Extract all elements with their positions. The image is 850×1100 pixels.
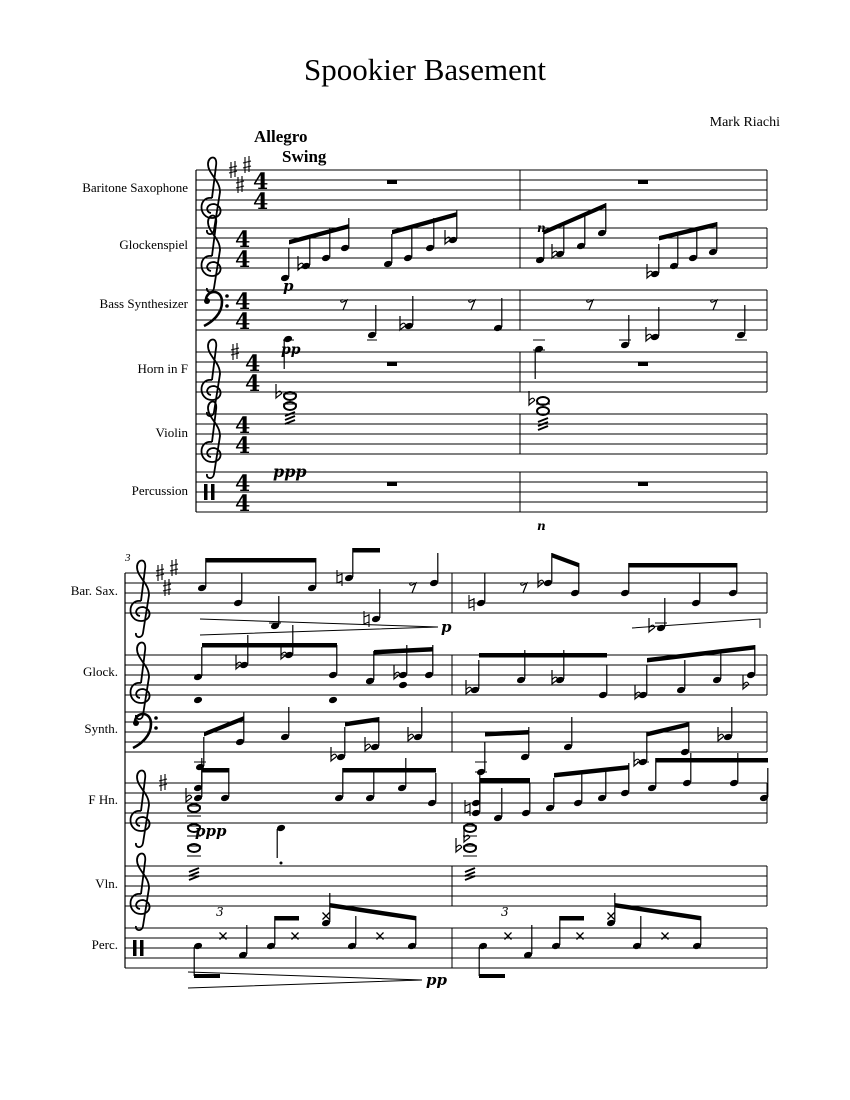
eighth-rest bbox=[711, 300, 717, 310]
diminuendo-hairpin bbox=[188, 972, 422, 988]
beam bbox=[656, 758, 768, 763]
time-signature-bottom: 4 bbox=[235, 247, 251, 273]
beam bbox=[345, 717, 379, 727]
dynamic-marking: n bbox=[537, 519, 546, 533]
bass-clef bbox=[204, 292, 229, 326]
flat bbox=[331, 747, 337, 761]
dynamic-marking: pp bbox=[281, 342, 301, 358]
time-signature-bottom: 4 bbox=[235, 491, 251, 517]
treble-clef bbox=[202, 216, 221, 293]
tuplet-number: 3 bbox=[216, 905, 224, 919]
beam bbox=[479, 653, 607, 658]
beam bbox=[374, 647, 433, 655]
flat bbox=[634, 752, 640, 766]
instrument-name-violin: Violin bbox=[155, 425, 188, 440]
time-signature-top: 4 bbox=[235, 471, 251, 497]
glock-note bbox=[328, 696, 338, 705]
time-signature-bottom: 4 bbox=[235, 433, 251, 459]
dynamic-marking: p bbox=[283, 277, 294, 295]
beam bbox=[554, 765, 629, 778]
tempo-marking: Allegro bbox=[254, 127, 308, 146]
flat bbox=[649, 618, 655, 632]
instrument-name-glockenspiel: Glockenspiel bbox=[119, 237, 188, 252]
diminuendo-hairpin bbox=[200, 619, 438, 635]
instrument-name-horn: Horn in F bbox=[137, 361, 188, 376]
instrument-short-violin: Vln. bbox=[95, 876, 118, 891]
instrument-short-bass-synth: Synth. bbox=[84, 721, 118, 736]
flat bbox=[529, 391, 535, 405]
dynamic-marking: ppp bbox=[195, 822, 227, 840]
natural bbox=[465, 800, 470, 816]
beam bbox=[647, 645, 755, 663]
violin-note bbox=[188, 804, 200, 812]
whole-rest bbox=[387, 362, 397, 366]
beam bbox=[552, 553, 579, 568]
violin-note bbox=[464, 844, 476, 852]
beam bbox=[289, 224, 349, 245]
beam bbox=[629, 563, 737, 568]
whole-rest bbox=[387, 180, 397, 184]
score-title: Spookier Basement bbox=[304, 52, 546, 87]
beam bbox=[392, 212, 457, 235]
dynamic-marking: ppp bbox=[273, 462, 307, 481]
bass-clef bbox=[133, 714, 158, 748]
beam bbox=[206, 558, 316, 563]
time-signature-top: 4 bbox=[235, 413, 251, 439]
whole-rest bbox=[638, 482, 648, 486]
dynamic-marking: pp bbox=[426, 971, 447, 989]
flat bbox=[365, 737, 371, 751]
eighth-rest bbox=[341, 300, 347, 310]
violin-note bbox=[284, 402, 296, 410]
eighth-rest bbox=[469, 300, 475, 310]
flat bbox=[538, 573, 544, 587]
instrument-short-baritone-sax: Bar. Sax. bbox=[70, 583, 118, 598]
violin-note bbox=[284, 392, 296, 400]
instrument-short-glockenspiel: Glock. bbox=[82, 664, 118, 679]
crescendo-hairpin bbox=[632, 619, 760, 628]
flat bbox=[456, 838, 462, 852]
time-signature-bottom: 4 bbox=[253, 189, 269, 215]
dynamic-marking: n bbox=[537, 221, 546, 235]
whole-rest bbox=[387, 482, 397, 486]
beam bbox=[353, 548, 380, 553]
flat bbox=[408, 727, 414, 741]
beam bbox=[560, 916, 584, 921]
measure-number: 3 bbox=[125, 552, 131, 564]
whole-rest bbox=[638, 362, 648, 366]
beam bbox=[485, 730, 529, 737]
time-signature-top: 4 bbox=[235, 227, 251, 253]
composer-name: Mark Riachi bbox=[709, 115, 780, 130]
flat bbox=[400, 316, 406, 330]
time-signature-top: 4 bbox=[253, 169, 269, 195]
eighth-rest bbox=[521, 583, 527, 593]
beam bbox=[202, 643, 337, 648]
instrument-name-bass-synth: Bass Synthesizer bbox=[99, 296, 188, 311]
beam bbox=[544, 203, 606, 235]
flat bbox=[718, 727, 724, 741]
glock-note bbox=[398, 681, 408, 690]
tremolo bbox=[465, 868, 475, 880]
time-signature-bottom: 4 bbox=[245, 371, 261, 397]
beam bbox=[275, 916, 299, 921]
instrument-name-baritone-sax: Baritone Saxophone bbox=[82, 180, 188, 195]
treble-clef bbox=[131, 643, 150, 720]
violin-note bbox=[464, 824, 476, 832]
treble-clef bbox=[131, 854, 150, 931]
beam bbox=[647, 722, 689, 737]
whole-rest bbox=[638, 180, 648, 184]
style-marking: Swing bbox=[282, 147, 327, 166]
treble-clef bbox=[131, 561, 150, 638]
cymbal-note bbox=[323, 913, 330, 920]
beam bbox=[204, 716, 244, 737]
time-signature-top: 4 bbox=[245, 351, 261, 377]
violin-note bbox=[188, 844, 200, 852]
instrument-short-percussion: Perc. bbox=[91, 937, 118, 952]
tremolo bbox=[189, 868, 199, 880]
eighth-rest bbox=[410, 583, 416, 593]
treble-clef bbox=[202, 340, 221, 417]
cymbal-note bbox=[608, 913, 615, 920]
treble-clef bbox=[202, 158, 221, 235]
tuplet-number: 3 bbox=[501, 905, 509, 919]
flat bbox=[276, 384, 282, 398]
dynamic-marking: p bbox=[441, 618, 452, 636]
flat bbox=[394, 665, 400, 679]
beam bbox=[343, 768, 436, 773]
instrument-name-percussion: Percussion bbox=[131, 483, 188, 498]
staccato bbox=[280, 862, 283, 865]
flat bbox=[466, 680, 472, 694]
flat bbox=[646, 327, 652, 341]
eighth-rest bbox=[587, 300, 593, 310]
natural bbox=[337, 570, 342, 586]
instrument-short-horn: F Hn. bbox=[88, 792, 118, 807]
beam bbox=[202, 768, 229, 773]
flat bbox=[186, 788, 192, 802]
beam bbox=[480, 778, 530, 783]
glock-note bbox=[193, 696, 203, 705]
time-signature-bottom: 4 bbox=[235, 309, 251, 335]
treble-clef bbox=[202, 402, 221, 479]
time-signature-top: 4 bbox=[235, 289, 251, 315]
treble-clef bbox=[131, 771, 150, 848]
